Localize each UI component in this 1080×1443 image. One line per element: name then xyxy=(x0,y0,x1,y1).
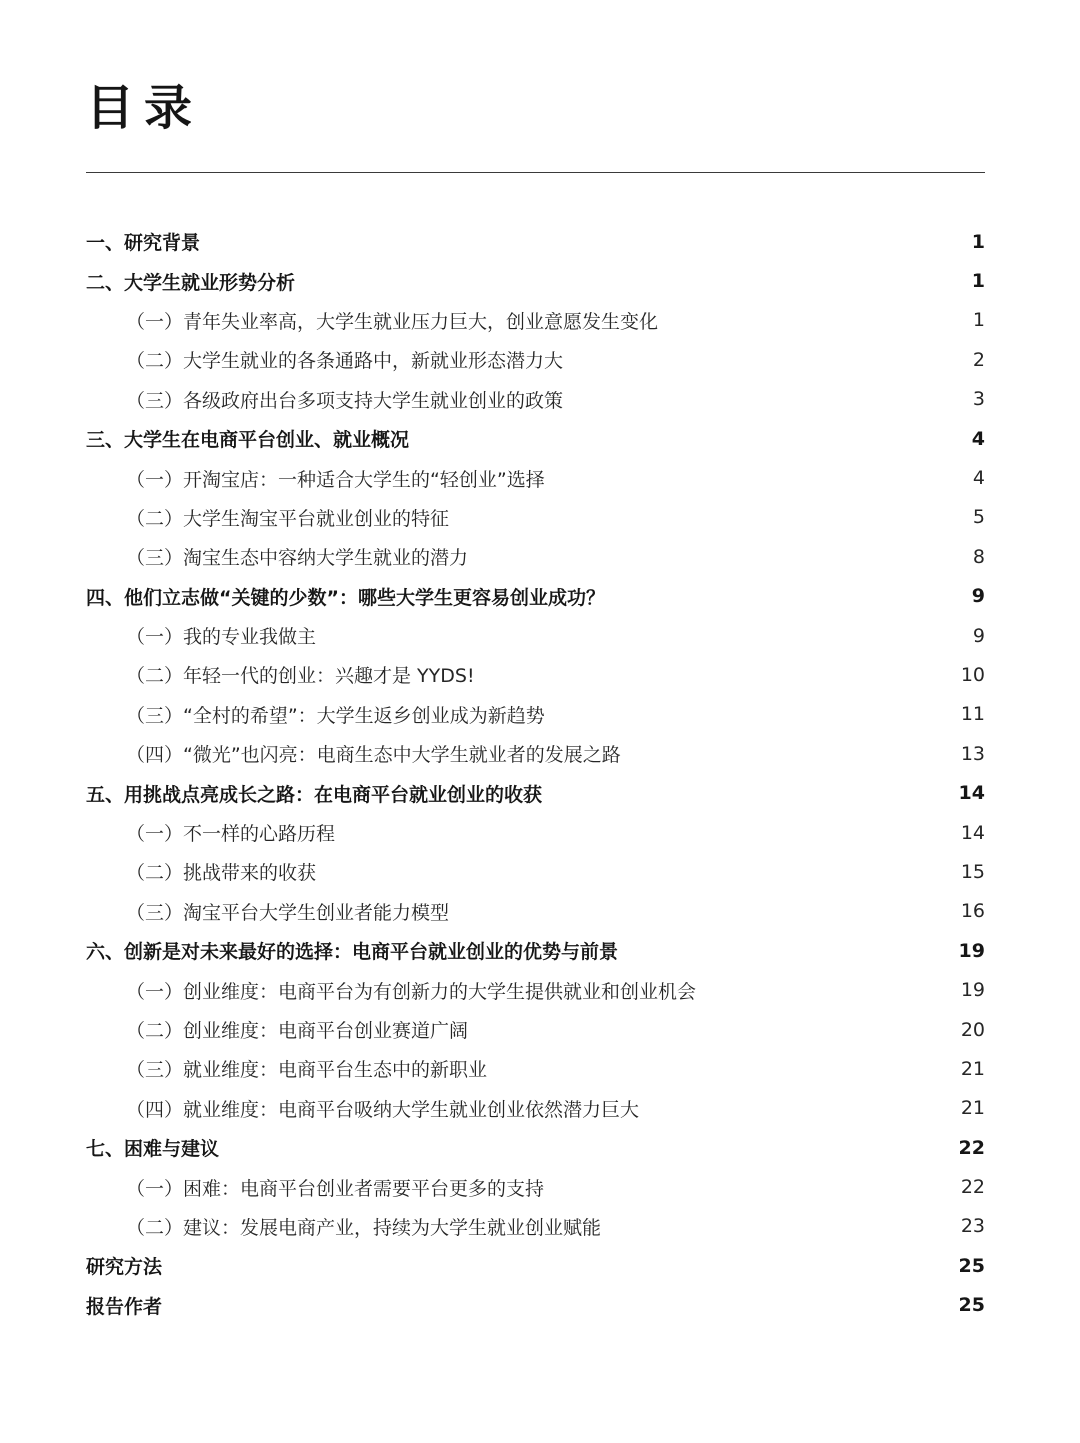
toc-page-number: 9 xyxy=(972,624,985,647)
toc-page-number: 21 xyxy=(960,1097,985,1120)
toc-subsection-row[interactable] xyxy=(86,498,985,537)
toc-section-row[interactable] xyxy=(86,577,985,616)
toc-entry-label: （一）我的专业我做主 xyxy=(126,626,317,649)
toc-section-row[interactable] xyxy=(86,261,985,300)
toc-subsection-row[interactable] xyxy=(86,970,985,1009)
toc-page-number: 1 xyxy=(971,270,985,293)
toc-page-number: 22 xyxy=(958,1136,985,1159)
toc-subsection-row[interactable] xyxy=(86,1010,985,1049)
toc-entry-label: （三）就业维度：电商平台生态中的新职业 xyxy=(126,1059,488,1082)
toc-page-number: 21 xyxy=(960,1057,985,1080)
toc-page-number: 2 xyxy=(972,348,985,371)
toc-page-number: 16 xyxy=(960,900,985,923)
toc-entry-label: （二）大学生就业的各条通路中，新就业形态潜力大 xyxy=(126,350,564,373)
toc-subsection-row[interactable] xyxy=(86,1089,985,1128)
toc-entry-label: 六、创新是对未来最好的选择：电商平台就业创业的优势与前景 xyxy=(86,941,619,964)
toc-page-number: 19 xyxy=(958,939,985,962)
toc-section-row[interactable] xyxy=(86,419,985,458)
toc-page-number: 4 xyxy=(971,427,985,450)
page-title: 目录 xyxy=(86,80,203,136)
toc-entry-label: （三）淘宝生态中容纳大学生就业的潜力 xyxy=(126,547,469,570)
toc-subsection-row[interactable] xyxy=(86,458,985,497)
toc-entry-label: （三）“全村的希望”：大学生返乡创业成为新趋势 xyxy=(126,704,545,727)
toc-subsection-row[interactable] xyxy=(86,734,985,773)
toc-subsection-row[interactable] xyxy=(86,852,985,891)
toc-entry-label: 三、大学生在电商平台创业、就业概况 xyxy=(86,429,410,452)
toc-subsection-row[interactable] xyxy=(86,695,985,734)
toc-section-row[interactable] xyxy=(86,1246,985,1285)
toc-page-number: 5 xyxy=(972,506,985,529)
toc-entry-label: （三）淘宝平台大学生创业者能力模型 xyxy=(126,901,450,924)
toc-entry-label: 七、困难与建议 xyxy=(86,1138,220,1161)
toc-entry-label: （三）各级政府出台多项支持大学生就业创业的政策 xyxy=(126,389,564,412)
toc-subsection-row[interactable] xyxy=(86,655,985,694)
toc-page-number: 10 xyxy=(960,663,985,686)
toc-entry-label: 研究方法 xyxy=(86,1256,163,1279)
toc-section-row[interactable] xyxy=(86,1128,985,1167)
toc-page-number: 22 xyxy=(960,1176,985,1199)
toc-page-number: 19 xyxy=(960,979,985,1002)
title-divider xyxy=(86,172,985,173)
toc-entry-label: （一）创业维度：电商平台为有创新力的大学生提供就业和创业机会 xyxy=(126,980,697,1003)
toc-page-number: 23 xyxy=(960,1215,985,1238)
toc-entry-label: （四）“微光”也闪亮：电商生态中大学生就业者的发展之路 xyxy=(126,744,621,767)
toc-page-number: 25 xyxy=(958,1294,985,1317)
toc-subsection-row[interactable] xyxy=(86,301,985,340)
toc-entry-label: （二）创业维度：电商平台创业赛道广阔 xyxy=(126,1020,469,1042)
toc-subsection-row[interactable] xyxy=(86,813,985,852)
toc-page-number: 9 xyxy=(971,585,985,608)
toc-entry-label: 四、他们立志做“关键的少数”：哪些大学生更容易创业成功？ xyxy=(86,586,605,609)
toc-page-number: 11 xyxy=(960,703,985,726)
toc-entry-label: （二）挑战带来的收获 xyxy=(126,862,317,885)
toc-subsection-row[interactable] xyxy=(86,340,985,379)
toc-entry-label: （四）就业维度：电商平台吸纳大学生就业创业依然潜力巨大 xyxy=(126,1098,640,1121)
toc-page-number: 13 xyxy=(960,742,985,765)
toc-subsection-row[interactable] xyxy=(86,616,985,655)
toc-entry-label: 五、用挑战点亮成长之路：在电商平台就业创业的收获 xyxy=(86,783,543,806)
toc-subsection-row[interactable] xyxy=(86,1207,985,1246)
toc-entry-label: 报告作者 xyxy=(86,1295,163,1318)
toc-page-number: 14 xyxy=(960,821,985,844)
toc-entry-label: （一）不一样的心路历程 xyxy=(126,823,336,846)
toc-subsection-row[interactable] xyxy=(86,380,985,419)
toc-list xyxy=(86,222,985,1325)
toc-page-number: 14 xyxy=(958,782,985,805)
toc-subsection-row[interactable] xyxy=(86,892,985,931)
toc-subsection-row[interactable] xyxy=(86,1167,985,1206)
toc-section-row[interactable] xyxy=(86,773,985,812)
toc-entry-label: （二）大学生淘宝平台就业创业的特征 xyxy=(126,507,450,530)
toc-page-number: 1 xyxy=(971,230,985,253)
toc-page-number: 1 xyxy=(972,309,985,332)
toc-section-row[interactable] xyxy=(86,1286,985,1325)
toc-entry-label: 一、研究背景 xyxy=(86,232,201,255)
toc-page-number: 20 xyxy=(960,1018,985,1041)
toc-entry-label: （一）困难：电商平台创业者需要平台更多的支持 xyxy=(126,1177,545,1200)
toc-page-number: 3 xyxy=(972,388,985,411)
toc-entry-label: （一）青年失业率高，大学生就业压力巨大，创业意愿发生变化 xyxy=(126,310,659,333)
toc-page-number: 15 xyxy=(960,860,985,883)
toc-section-row[interactable] xyxy=(86,931,985,970)
toc-section-row[interactable] xyxy=(86,222,985,261)
toc-page-number: 25 xyxy=(958,1254,985,1277)
toc-page-number: 4 xyxy=(972,467,985,490)
toc-subsection-row[interactable] xyxy=(86,1049,985,1088)
toc-page-number: 8 xyxy=(972,545,985,568)
toc-subsection-row[interactable] xyxy=(86,537,985,576)
toc-entry-label: 二、大学生就业形势分析 xyxy=(86,271,296,294)
toc-entry-label: （二）年轻一代的创业：兴趣才是 YYDS! xyxy=(126,665,475,688)
toc-entry-label: （一）开淘宝店：一种适合大学生的“轻创业”选择 xyxy=(126,468,545,491)
toc-entry-label: （二）建议：发展电商产业，持续为大学生就业创业赋能 xyxy=(126,1216,602,1239)
